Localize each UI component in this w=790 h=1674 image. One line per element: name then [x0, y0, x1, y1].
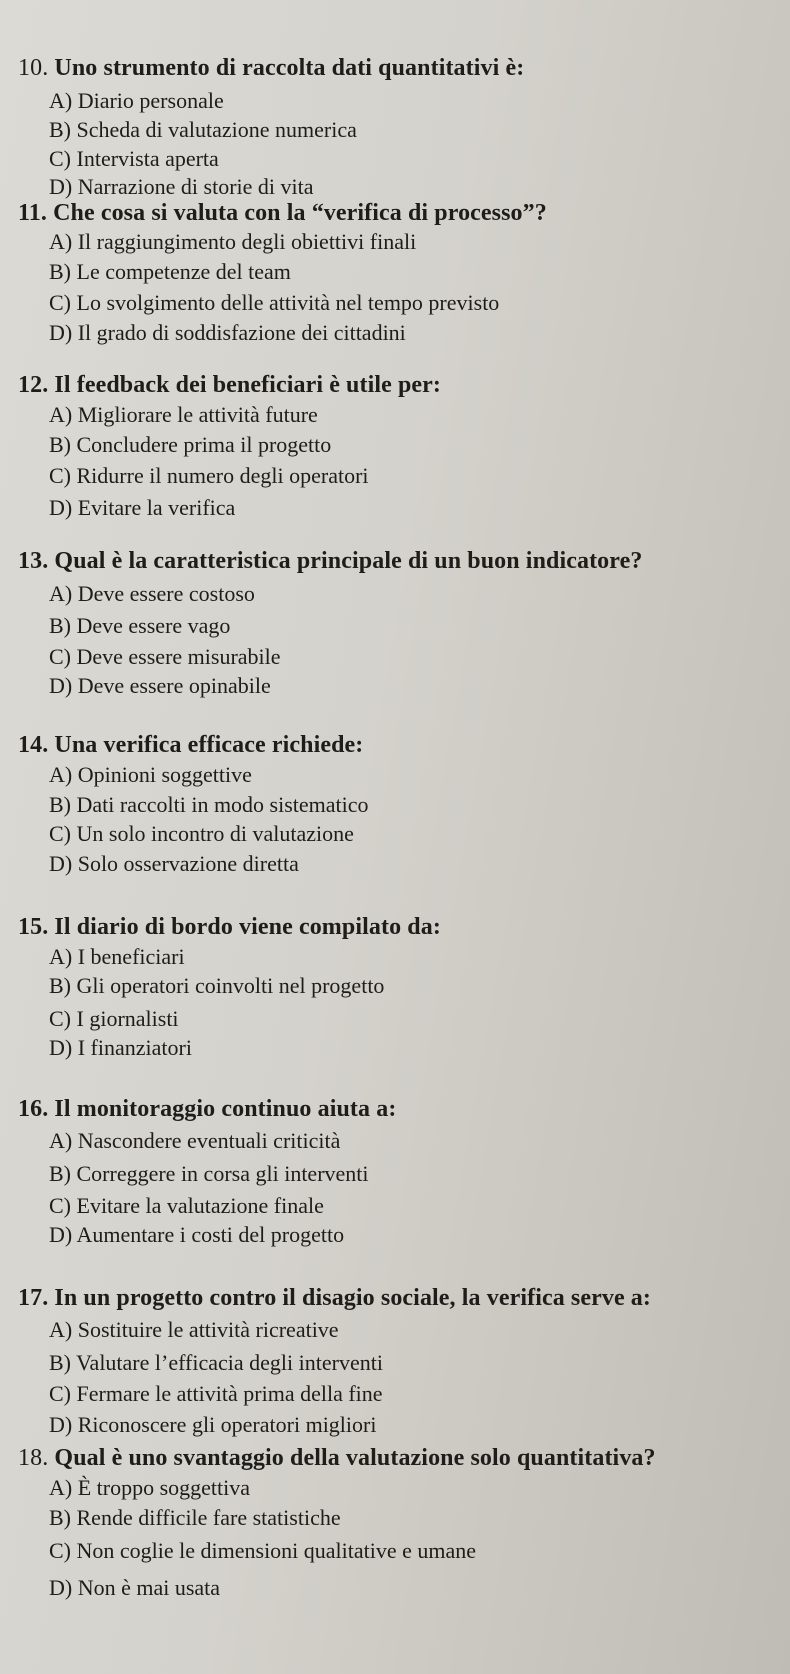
option-a: A) Sostituire le attività ricreative [49, 1317, 339, 1342]
option-d: D) Narrazione di storie di vita [49, 174, 314, 199]
question-number: 12. [18, 372, 49, 398]
option-b: B) Rende difficile fare statistiche [49, 1505, 341, 1530]
question-title [18, 546, 642, 576]
question-title [18, 912, 441, 942]
option-a: A) Deve essere costoso [49, 581, 255, 606]
question-title [18, 730, 363, 760]
question-text: Il feedback dei beneficiari è utile per: [54, 372, 442, 398]
option-b: B) Gli operatori coinvolti nel progetto [49, 973, 385, 998]
question-title [18, 370, 441, 400]
option-c: C) Lo svolgimento delle attività nel tempo previsto [49, 290, 500, 315]
question-number: 11. [18, 200, 47, 226]
option-d: D) Evitare la verifica [49, 495, 236, 520]
question-title [18, 1094, 396, 1124]
option-c: C) Fermare le attività prima della fine [49, 1381, 383, 1406]
question-text: Il monitoraggio continuo aiuta a: [54, 1096, 397, 1122]
option-a: A) Il raggiungimento degli obiettivi finali [49, 229, 417, 254]
option-d: D) Non è mai usata [49, 1575, 221, 1600]
option-b: B) Scheda di valutazione numerica [49, 117, 357, 142]
option-d: D) Il grado di soddisfazione dei cittadini [49, 320, 406, 345]
question-number: 14. [18, 732, 49, 758]
option-c: C) Ridurre il numero degli operatori [49, 463, 369, 488]
option-b: B) Concludere prima il progetto [49, 432, 332, 457]
question-number: 15. [18, 914, 49, 940]
option-a: A) I beneficiari [49, 944, 185, 969]
question-text: Una verifica efficace richiede: [54, 732, 364, 758]
option-d: D) Solo osservazione diretta [49, 851, 299, 876]
question-number: 10. [18, 55, 49, 81]
option-a: A) Migliorare le attività future [49, 402, 318, 427]
question-title [18, 53, 524, 83]
option-c: C) Evitare la valutazione finale [49, 1193, 324, 1218]
option-c: C) I giornalisti [49, 1006, 179, 1031]
option-a: A) Nascondere eventuali criticità [49, 1128, 341, 1153]
option-c: C) Un solo incontro di valutazione [49, 821, 354, 846]
option-a: A) Opinioni soggettive [49, 762, 252, 787]
option-a: A) Diario personale [49, 88, 224, 113]
question-number: 18. [18, 1445, 49, 1471]
question-number: 13. [18, 548, 49, 574]
option-b: B) Correggere in corsa gli interventi [49, 1161, 369, 1186]
question-title [18, 198, 547, 228]
question-number: 17. [18, 1285, 49, 1311]
option-c: C) Deve essere misurabile [49, 644, 281, 669]
option-d: D) Deve essere opinabile [49, 673, 271, 698]
question-title [18, 1283, 651, 1313]
option-b: B) Valutare l’efficacia degli interventi [49, 1350, 383, 1375]
option-b: B) Deve essere vago [49, 613, 231, 638]
question-text: Qual è uno svantaggio della valutazione solo quantitativa? [54, 1445, 656, 1471]
option-c: C) Intervista aperta [49, 146, 219, 171]
option-b: B) Dati raccolti in modo sistematico [49, 792, 369, 817]
option-d: D) Riconoscere gli operatori migliori [49, 1412, 377, 1437]
question-text: Qual è la caratteristica principale di un buon indicatore? [54, 548, 643, 574]
option-c: C) Non coglie le dimensioni qualitative e umane [49, 1538, 477, 1563]
option-d: D) I finanziatori [49, 1035, 192, 1060]
question-text: In un progetto contro il disagio sociale, la verifica serve a: [54, 1285, 652, 1311]
option-d: D) Aumentare i costi del progetto [49, 1222, 345, 1247]
option-b: B) Le competenze del team [49, 259, 291, 284]
question-text: Che cosa si valuta con la “verifica di processo”? [53, 200, 547, 226]
question-title [18, 1443, 656, 1473]
question-text: Il diario di bordo viene compilato da: [54, 914, 441, 940]
option-a: A) È troppo soggettiva [49, 1475, 251, 1500]
question-number: 16. [18, 1096, 49, 1122]
question-text: Uno strumento di raccolta dati quantitativi è: [54, 55, 525, 81]
